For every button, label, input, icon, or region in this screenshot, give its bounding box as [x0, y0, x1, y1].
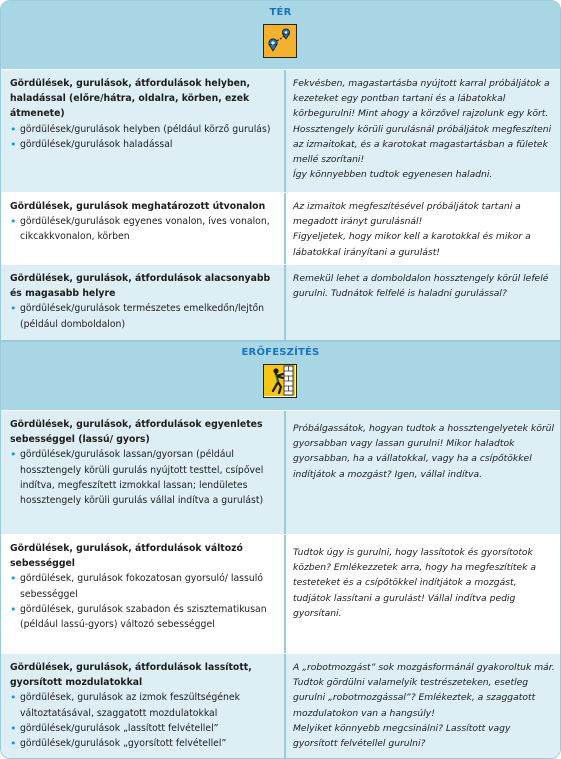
row-heading: Gördülések, gurulások, átfordulások változó sebességgel: [10, 543, 243, 570]
list-item: • gördülések/gurulások haladással: [10, 137, 278, 152]
section-header-erofeszites: [1, 342, 560, 410]
row-heading: Gördülések, gurulások, átfordulások egyenletes sebességgel (lassú/ gyors): [10, 419, 263, 446]
tip-text: Hossztengely körüli gurulásnál próbáljátok megfeszíteni az izmaitokat, és a karotokat magastartásban a fületek mellé szorítani!: [293, 123, 552, 166]
tip-text: Figyeljetek, hogy mikor kell a karotokkal és mikor a lábatokkal irányítani a gurulást!: [293, 231, 531, 258]
list-item: • gördülések/gurulások „gyorsított felvétellel”: [10, 736, 278, 751]
tip-text: Tudtok úgy is gurulni, hogy lassítotok és gyorsítotok közben? Emlékezzetek arra, hogy ha megfeszítitek a testeteket és a csípőtökkel indítjátok a mozgást, tudjátok lassítani a gurulást! Vállal indítva pedig gyorsítani.: [293, 547, 537, 619]
row-content: [10, 76, 278, 152]
tip-text: Melyiket könnyebb megcsinálni? Lassított vagy gyorsított felvétellel gurulni?: [293, 722, 511, 750]
table-row: [1, 534, 560, 653]
tip-text: Az izmaitok megfeszítésével próbáljátok tartani a megadott irányt gurulásnál!: [293, 201, 521, 228]
table-row: [1, 653, 560, 759]
column-divider: [284, 70, 286, 192]
row-content: [10, 541, 278, 632]
row-heading: Gördülések, gurulások, átfordulások alacsonyabb és magasabb helyre: [10, 273, 271, 300]
list-item: • gördülések/gurulások helyben (például körző gurulás): [10, 122, 278, 137]
list-item: • gördülések/gurulások egyenes vonalon, íves vonalon, cikcakkvonalon, körben: [10, 214, 278, 244]
table-row: [1, 264, 560, 340]
row-heading: Gördülések, gurulások, átfordulások lassított, gyorsított mozdulatokkal: [10, 662, 252, 689]
table-row: [1, 69, 560, 192]
row-tip: [293, 199, 555, 260]
column-divider: [284, 654, 286, 759]
column-divider: [284, 265, 286, 340]
row-heading: Gördülések, gurulások meghatározott útvonalon: [10, 201, 266, 212]
list-item: • gördülések, gurulások fokozatosan gyorsuló/ lassuló sebességgel: [10, 571, 278, 601]
climbing-wall-icon: [263, 364, 297, 398]
tip-text: Remekül lehet a domboldalon hossztengely körül lefelé gurulni. Tudnátok felfelé is haladni gurulással?: [293, 273, 549, 300]
list-item: • gördülések, gurulások szabadon és szisztematikusan (például lassú-gyors) változó sebességgel: [10, 602, 278, 632]
row-tip: [293, 545, 555, 621]
table-row: [1, 192, 560, 264]
list-item: • gördülések/gurulások „lassított felvétellel”: [10, 721, 278, 736]
section-header-ter: [1, 1, 560, 69]
list-item: • gördülések, gurulások az izmok feszültségének változtatásával, szaggatott mozdulatokkal: [10, 690, 278, 720]
tip-text: Próbálgassátok, hogyan tudtok a hossztengelyetek körül gyorsabban vagy lassan gurulni! Mikor haladtok gyorsabban, ha a vállatokkal, vagy ha a csípőtökkel indítjátok a mozgást? Igen, vállal indítva.: [293, 423, 554, 480]
row-content: [10, 417, 278, 508]
tip-text: Fekvésben, magastartásba nyújtott karral próbáljátok a kezeteket egy pontban tartani és a lábatokkal körbegurulni! Mint ahogy a körzővel rajzolunk egy kört.: [293, 78, 550, 120]
row-content: [10, 271, 278, 332]
list-item: • gördülések/gurulások lassan/gyorsan (például hossztengely körüli gurulás nyújtott testtel, csípővel indítva, megfeszített izmokkal lassan; lendületes hossztengely körüli gurulás vállal indítva a gurulást): [10, 447, 278, 508]
row-tip: [293, 271, 555, 301]
row-content: [10, 660, 278, 751]
list-item: • gördülések/gurulások természetes emelkedőn/lejtőn (például domboldalon): [10, 301, 278, 331]
table-row: [1, 410, 560, 534]
column-divider: [284, 193, 286, 264]
row-content: [10, 199, 278, 245]
tip-text: Így könnyebben tudtok egyenesen haladni.: [293, 169, 493, 181]
section-title: TÉR: [269, 7, 292, 18]
map-route-icon: [263, 24, 297, 58]
row-tip: [293, 660, 555, 751]
row-tip: [293, 421, 555, 482]
tip-text: A „robotmozgást” sok mozgásformánál gyakoroltuk már. Tudtok gördülni valamelyik testrészeteken, esetleg gurulni „robotmozgással”? Emlékeztek, a szaggatott mozdulatokon van a hangsúly!: [293, 662, 555, 719]
column-divider: [284, 411, 286, 534]
row-heading: Gördülések, gurulások, átfordulások helyben, haladással (előre/hátra, oldalra, körben, ezek átmenete): [10, 78, 251, 120]
row-tip: [293, 76, 555, 182]
section-title: ERŐFESZÍTÉS: [241, 347, 320, 358]
column-divider: [284, 535, 286, 653]
